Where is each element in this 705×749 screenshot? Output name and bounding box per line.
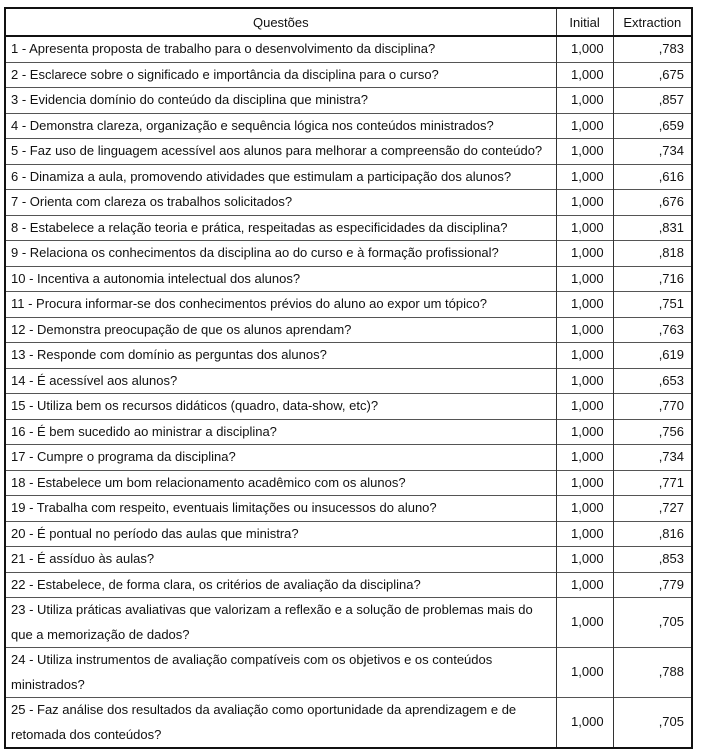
table-row	[5, 419, 692, 445]
extraction-cell: ,788	[613, 648, 692, 698]
extraction-cell: ,853	[613, 547, 692, 573]
initial-cell: 1,000	[556, 241, 613, 267]
header-initial: Initial	[556, 8, 613, 36]
table-row	[5, 572, 692, 598]
question-cell: 20 - É pontual no período das aulas que ministra?	[5, 521, 556, 547]
extraction-cell: ,616	[613, 164, 692, 190]
table-row	[5, 394, 692, 420]
table-row	[5, 215, 692, 241]
question-cell: 23 - Utiliza práticas avaliativas que valorizam a reflexão e a solução de problemas mais do que a memorização de dados?	[5, 598, 556, 648]
initial-cell: 1,000	[556, 139, 613, 165]
extraction-cell: ,734	[613, 445, 692, 471]
question-cell: 10 - Incentiva a autonomia intelectual dos alunos?	[5, 266, 556, 292]
extraction-cell: ,763	[613, 317, 692, 343]
initial-cell: 1,000	[556, 36, 613, 62]
question-cell: 14 - É acessível aos alunos?	[5, 368, 556, 394]
table-body	[5, 36, 692, 748]
question-cell: 9 - Relaciona os conhecimentos da disciplina ao do curso e à formação profissional?	[5, 241, 556, 267]
table-row	[5, 190, 692, 216]
extraction-cell: ,675	[613, 62, 692, 88]
extraction-cell: ,727	[613, 496, 692, 522]
initial-cell: 1,000	[556, 215, 613, 241]
table-row	[5, 698, 692, 749]
initial-cell: 1,000	[556, 164, 613, 190]
extraction-cell: ,705	[613, 698, 692, 749]
initial-cell: 1,000	[556, 521, 613, 547]
question-cell: 25 - Faz análise dos resultados da avaliação como oportunidade da aprendizagem e de retomada dos conteúdos?	[5, 698, 556, 749]
initial-cell: 1,000	[556, 698, 613, 749]
table-row	[5, 496, 692, 522]
initial-cell: 1,000	[556, 368, 613, 394]
initial-cell: 1,000	[556, 572, 613, 598]
header-row	[5, 8, 692, 36]
initial-cell: 1,000	[556, 394, 613, 420]
question-cell: 6 - Dinamiza a aula, promovendo atividades que estimulam a participação dos alunos?	[5, 164, 556, 190]
question-cell: 24 - Utiliza instrumentos de avaliação compatíveis com os objetivos e os conteúdos ministrados?	[5, 648, 556, 698]
extraction-cell: ,857	[613, 88, 692, 114]
question-cell: 8 - Estabelece a relação teoria e prática, respeitadas as especificidades da disciplina?	[5, 215, 556, 241]
question-cell: 22 - Estabelece, de forma clara, os critérios de avaliação da disciplina?	[5, 572, 556, 598]
extraction-cell: ,816	[613, 521, 692, 547]
question-cell: 15 - Utiliza bem os recursos didáticos (quadro, data-show, etc)?	[5, 394, 556, 420]
table-row	[5, 292, 692, 318]
extraction-cell: ,716	[613, 266, 692, 292]
initial-cell: 1,000	[556, 445, 613, 471]
header-questoes: Questões	[5, 8, 556, 36]
extraction-cell: ,619	[613, 343, 692, 369]
question-cell: 13 - Responde com domínio as perguntas dos alunos?	[5, 343, 556, 369]
table-row	[5, 317, 692, 343]
question-cell: 16 - É bem sucedido ao ministrar a disciplina?	[5, 419, 556, 445]
extraction-cell: ,771	[613, 470, 692, 496]
table-row	[5, 445, 692, 471]
table-row	[5, 164, 692, 190]
table-row	[5, 62, 692, 88]
table-row	[5, 547, 692, 573]
table-row	[5, 113, 692, 139]
extraction-cell: ,779	[613, 572, 692, 598]
initial-cell: 1,000	[556, 266, 613, 292]
table-row	[5, 470, 692, 496]
question-cell: 11 - Procura informar-se dos conhecimentos prévios do aluno ao expor um tópico?	[5, 292, 556, 318]
initial-cell: 1,000	[556, 648, 613, 698]
initial-cell: 1,000	[556, 470, 613, 496]
initial-cell: 1,000	[556, 496, 613, 522]
extraction-cell: ,818	[613, 241, 692, 267]
question-cell: 19 - Trabalha com respeito, eventuais limitações ou insucessos do aluno?	[5, 496, 556, 522]
extraction-cell: ,831	[613, 215, 692, 241]
header-extraction: Extraction	[613, 8, 692, 36]
table-row	[5, 648, 692, 698]
initial-cell: 1,000	[556, 113, 613, 139]
extraction-cell: ,653	[613, 368, 692, 394]
question-cell: 5 - Faz uso de linguagem acessível aos alunos para melhorar a compreensão do conteúdo?	[5, 139, 556, 165]
question-cell: 21 - É assíduo às aulas?	[5, 547, 556, 573]
table-row	[5, 139, 692, 165]
table-header	[5, 8, 692, 36]
question-cell: 1 - Apresenta proposta de trabalho para o desenvolvimento da disciplina?	[11, 41, 436, 56]
extraction-cell: ,751	[613, 292, 692, 318]
question-cell: 18 - Estabelece um bom relacionamento acadêmico com os alunos?	[5, 470, 556, 496]
table-row	[5, 36, 692, 62]
table-row	[5, 88, 692, 114]
communalities-table	[4, 7, 693, 749]
question-cell: 4 - Demonstra clareza, organização e sequência lógica nos conteúdos ministrados?	[5, 113, 556, 139]
initial-cell: 1,000	[556, 419, 613, 445]
table-row	[5, 266, 692, 292]
table-row	[5, 598, 692, 648]
question-cell: 3 - Evidencia domínio do conteúdo da disciplina que ministra?	[5, 88, 556, 114]
question-cell: 17 - Cumpre o programa da disciplina?	[5, 445, 556, 471]
table-row	[5, 241, 692, 267]
extraction-cell: ,734	[613, 139, 692, 165]
extraction-cell: ,756	[613, 419, 692, 445]
extraction-cell: ,783	[613, 36, 692, 62]
initial-cell: 1,000	[556, 598, 613, 648]
extraction-cell: ,659	[613, 113, 692, 139]
extraction-cell: ,705	[613, 598, 692, 648]
extraction-cell: ,676	[613, 190, 692, 216]
extraction-cell: ,770	[613, 394, 692, 420]
table-row	[5, 343, 692, 369]
initial-cell: 1,000	[556, 292, 613, 318]
table-row	[5, 521, 692, 547]
question-cell: 7 - Orienta com clareza os trabalhos solicitados?	[5, 190, 556, 216]
initial-cell: 1,000	[556, 62, 613, 88]
table-row	[5, 368, 692, 394]
question-cell: 12 - Demonstra preocupação de que os alunos aprendam?	[5, 317, 556, 343]
initial-cell: 1,000	[556, 88, 613, 114]
initial-cell: 1,000	[556, 190, 613, 216]
question-cell: 2 - Esclarece sobre o significado e importância da disciplina para o curso?	[5, 62, 556, 88]
initial-cell: 1,000	[556, 343, 613, 369]
initial-cell: 1,000	[556, 547, 613, 573]
initial-cell: 1,000	[556, 317, 613, 343]
